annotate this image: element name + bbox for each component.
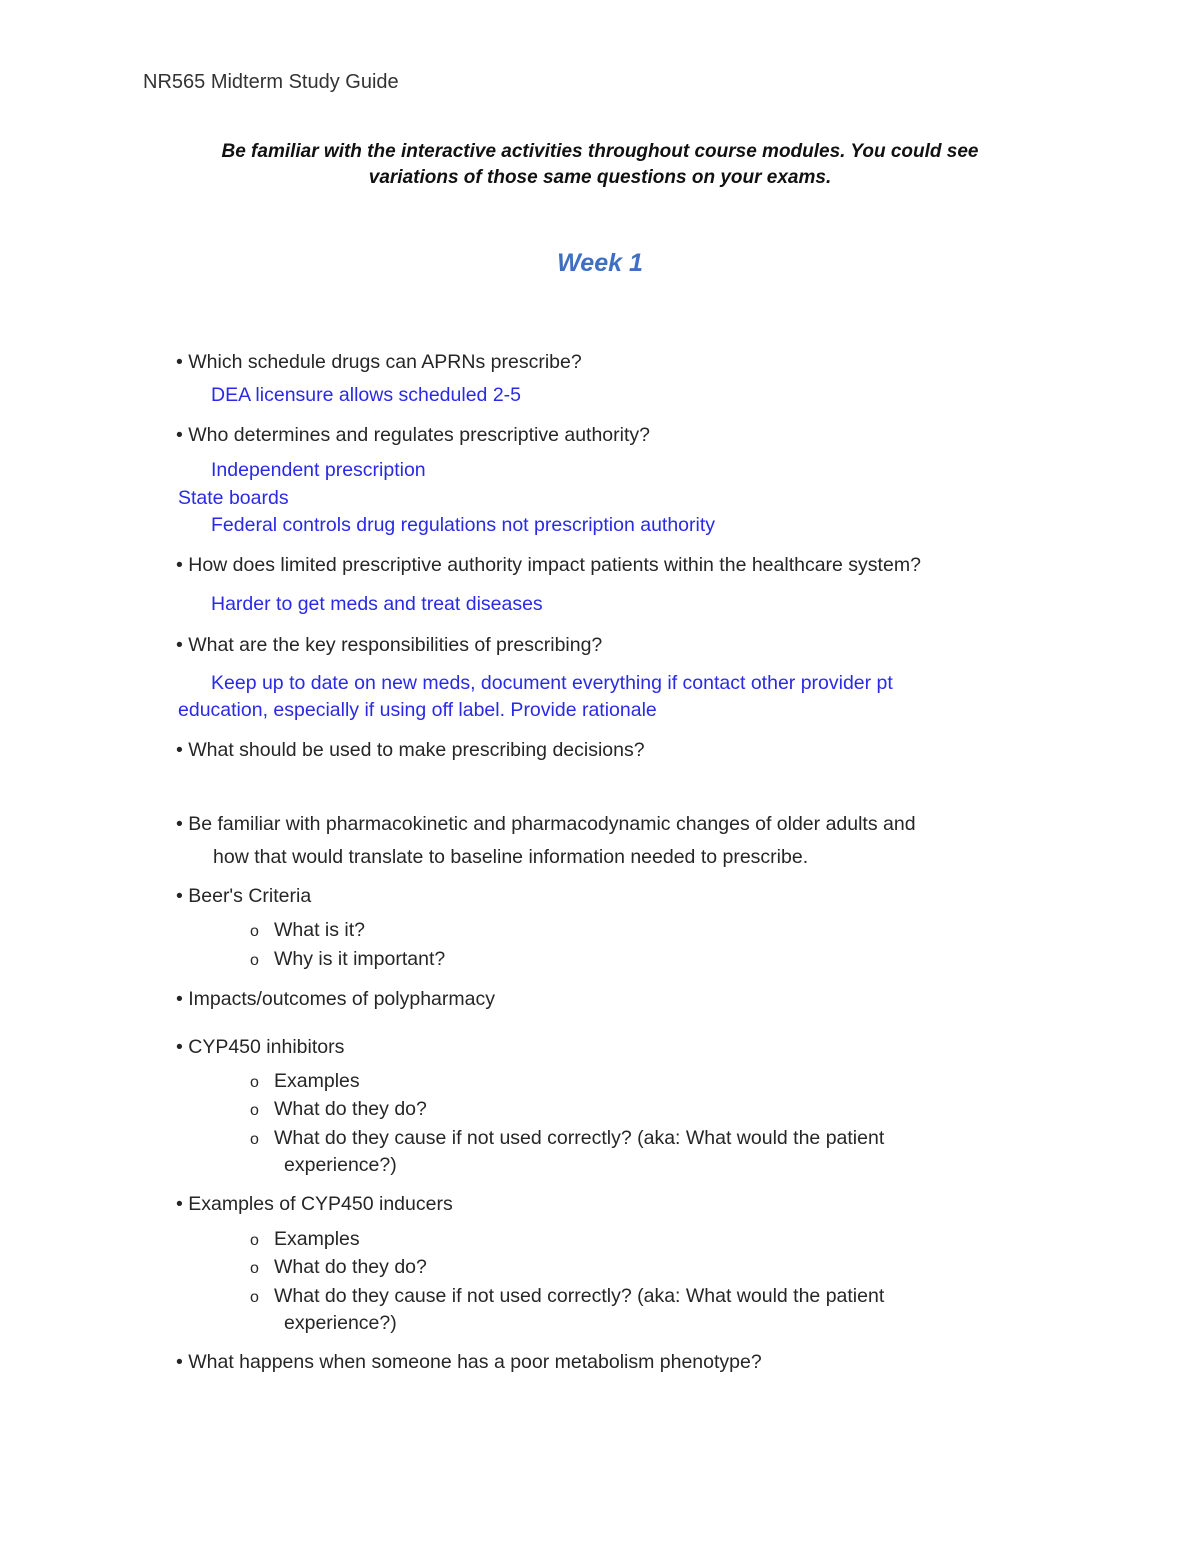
inhibitors-experience: experience?) — [284, 1154, 397, 1176]
sub-bullet-marker: o — [250, 1102, 259, 1119]
list-item — [250, 1098, 427, 1121]
answer-key-responsibilities-line-1: Keep up to date on new meds, document everything if contact other provider pt — [211, 672, 893, 694]
question-polypharmacy: • Impacts/outcomes of polypharmacy — [176, 988, 495, 1010]
question-cyp450-inhibitors: • CYP450 inhibitors — [176, 1036, 345, 1058]
intro-line-2: variations of those same questions on your exams. — [368, 167, 832, 188]
answer-key-responsibilities-line-2: education, especially if using off label. Provide rationale — [178, 699, 657, 721]
inducers-experience: experience?) — [284, 1312, 397, 1334]
question-schedule-drugs: • Which schedule drugs can APRNs prescribe? — [176, 351, 582, 373]
question-beers-criteria: • Beer's Criteria — [176, 885, 312, 907]
intro-line-1: Be familiar with the interactive activities throughout course modules. You could see — [221, 141, 979, 162]
list-item — [250, 948, 445, 971]
question-prescribing-decisions: • What should be used to make prescribing decisions? — [176, 739, 645, 761]
sub-bullet-marker: o — [250, 1074, 259, 1091]
inhibitors-what-do-they-cause: What do they cause if not used correctly? (aka: What would the patient — [274, 1127, 885, 1149]
beers-why-important: Why is it important? — [274, 948, 446, 970]
answer-federal-controls: Federal controls drug regulations not prescription authority — [211, 514, 716, 536]
question-prescriptive-authority: • Who determines and regulates prescriptive authority? — [176, 424, 650, 446]
question-poor-metabolism: • What happens when someone has a poor metabolism phenotype? — [176, 1351, 762, 1373]
question-cyp450-inducers: • Examples of CYP450 inducers — [176, 1193, 453, 1215]
inducers-what-do-they-cause: What do they cause if not used correctly? (aka: What would the patient — [274, 1285, 885, 1307]
list-item — [250, 1070, 360, 1093]
inhibitors-what-do-they-do: What do they do? — [274, 1098, 427, 1120]
question-older-adults-line-2: how that would translate to baseline information needed to prescribe. — [213, 846, 809, 868]
sub-bullet-marker: o — [250, 1232, 259, 1249]
question-key-responsibilities: • What are the key responsibilities of prescribing? — [176, 634, 603, 656]
answer-limited-authority-impact: Harder to get meds and treat diseases — [211, 593, 543, 615]
list-item — [250, 1127, 884, 1150]
sub-bullet-marker: o — [250, 1131, 259, 1148]
sub-bullet-marker: o — [250, 1289, 259, 1306]
document-header: NR565 Midterm Study Guide — [143, 71, 399, 93]
list-item — [250, 1256, 427, 1279]
sub-bullet-marker: o — [250, 923, 259, 940]
inducers-what-do-they-do: What do they do? — [274, 1256, 427, 1278]
beers-what-is-it: What is it? — [274, 919, 366, 941]
week-title: Week 1 — [557, 249, 643, 277]
list-item — [250, 1228, 360, 1251]
answer-independent-prescription: Independent prescription — [211, 459, 426, 481]
list-item — [250, 919, 365, 942]
answer-schedule-drugs: DEA licensure allows scheduled 2-5 — [211, 384, 522, 406]
sub-bullet-marker: o — [250, 1260, 259, 1277]
sub-bullet-marker: o — [250, 952, 259, 969]
inhibitors-examples: Examples — [274, 1070, 360, 1092]
inducers-examples: Examples — [274, 1228, 360, 1250]
question-limited-authority-impact: • How does limited prescriptive authority impact patients within the healthcare system? — [176, 554, 921, 576]
answer-state-boards: State boards — [178, 487, 289, 509]
question-older-adults-line-1: • Be familiar with pharmacokinetic and pharmacodynamic changes of older adults and — [176, 813, 916, 835]
list-item — [250, 1285, 884, 1308]
